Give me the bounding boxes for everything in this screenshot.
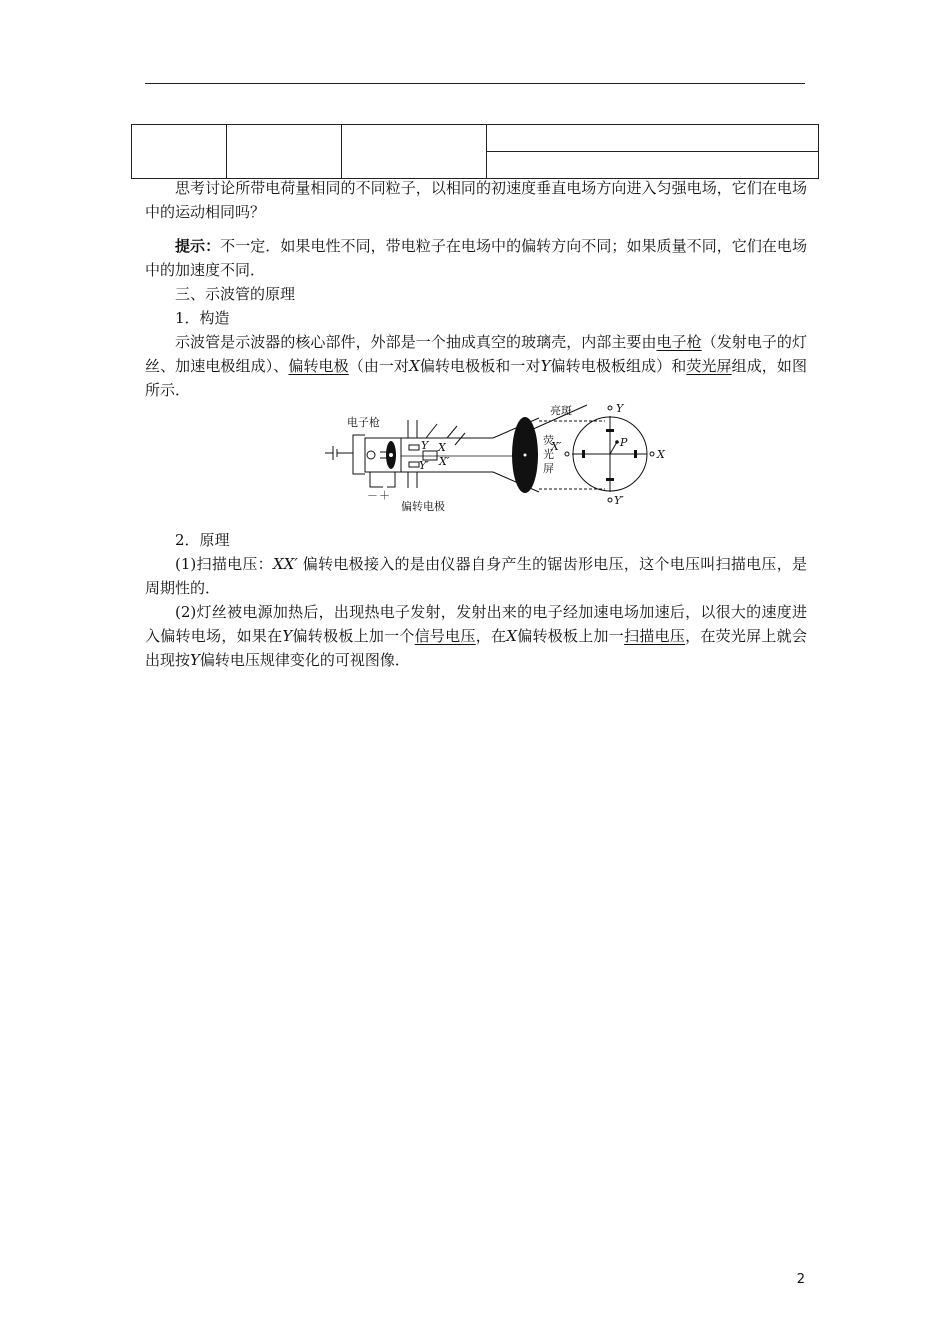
table-cell <box>132 125 227 179</box>
label-screen-Y: Y <box>616 402 624 415</box>
underlined-term: 荧光屏 <box>686 357 732 375</box>
underlined-term: 偏转电极 <box>288 357 349 375</box>
label-screen-Yp: Y′ <box>614 494 624 507</box>
table-cell <box>342 125 487 179</box>
label-screen-3: 屏 <box>543 462 554 475</box>
label-plate-Yp: Y′ <box>419 459 429 472</box>
label-electron-gun: 电子枪 <box>347 416 380 429</box>
symbol: X <box>409 357 420 375</box>
label-screen-X: X <box>657 448 665 461</box>
label-plate-Xp: X′ <box>439 455 450 468</box>
paragraph-question: 思考讨论所带电荷量相同的不同粒子，以相同的初速度垂直电场方向进入匀强电场，它们在电场中的运动相同吗？ <box>145 179 807 221</box>
paragraph-sweep-voltage <box>145 552 807 600</box>
symbol: X <box>506 627 517 645</box>
table-cell <box>487 125 819 152</box>
label-point-P: P <box>620 436 628 449</box>
label-screen-2: 光 <box>543 448 554 461</box>
main-content <box>145 176 807 672</box>
paragraph-structure <box>145 330 807 402</box>
text-run: (2)灯丝被电源加热后，出现热电子发射，发射出来的电子经加速电场加速后，以很大的速度进入偏转电场，如果在 <box>145 603 807 645</box>
text-run: (1)扫描电压： <box>175 555 273 573</box>
symbol: Y <box>282 627 293 645</box>
symbol: Y <box>190 651 200 669</box>
text-run: 示波管是示波器的核心部件，外部是一个抽成真空的玻璃壳，内部主要由 <box>175 333 657 351</box>
underlined-term: 信号电压 <box>414 627 476 645</box>
table-cell <box>227 125 342 179</box>
section-heading-3: 三、示波管的原理 <box>175 285 296 303</box>
symbol: XX′ <box>272 555 298 573</box>
text-run: （发射电子的灯丝、加速电极组成）、 <box>145 333 807 375</box>
table-fragment <box>131 124 819 178</box>
hint-label: 提示： <box>175 237 221 255</box>
text-run: 偏转电极板组成）和 <box>550 357 687 375</box>
figure-container <box>145 402 807 518</box>
label-minus: － <box>367 489 378 502</box>
paragraph-principle <box>145 600 807 672</box>
page-number: 2 <box>796 1272 805 1287</box>
text-run: （由一对 <box>348 357 410 375</box>
label-plate-X: X <box>438 441 446 454</box>
table-cell <box>487 152 819 179</box>
subheading-principle: 2．原理 <box>175 531 230 549</box>
text-run: 偏转电极板和一对 <box>419 357 541 375</box>
text-run: 偏转电极接入的是由仪器自身产生的锯齿形电压，这个电压叫扫描电压，是周期性的． <box>145 555 808 597</box>
underlined-term: 扫描电压 <box>624 627 686 645</box>
text-run: 偏转极板上加一 <box>516 627 625 645</box>
label-deflection-electrode: 偏转电极 <box>401 500 445 513</box>
label-bright-spot: 亮斑 <box>550 404 572 417</box>
symbol: Y <box>540 357 551 375</box>
text-run: ，在荧光屏上就会出现按 <box>145 627 807 669</box>
text-run: 组成，如图所示． <box>145 357 807 399</box>
text-run: 偏转电压规律变化的可视图像． <box>199 651 410 669</box>
label-plus: ＋ <box>379 489 390 502</box>
label-plate-Y: Y <box>421 439 429 452</box>
text-run: ，在 <box>475 627 507 645</box>
label-screen-1: 荧 <box>543 434 554 447</box>
text-run: 偏转极板上加一个 <box>292 627 415 645</box>
oscilloscope-tube-diagram <box>325 402 675 518</box>
header-rule <box>145 83 805 84</box>
paragraph-hint <box>145 234 807 282</box>
hint-text: 不一定．如果电性不同，带电粒子在电场中的偏转方向不同；如果质量不同，它们在电场中的加速度不同． <box>145 237 807 279</box>
label-screen-Xp: X′ <box>551 440 562 453</box>
underlined-term: 电子枪 <box>656 333 702 351</box>
subheading-structure: 1．构造 <box>175 309 230 327</box>
